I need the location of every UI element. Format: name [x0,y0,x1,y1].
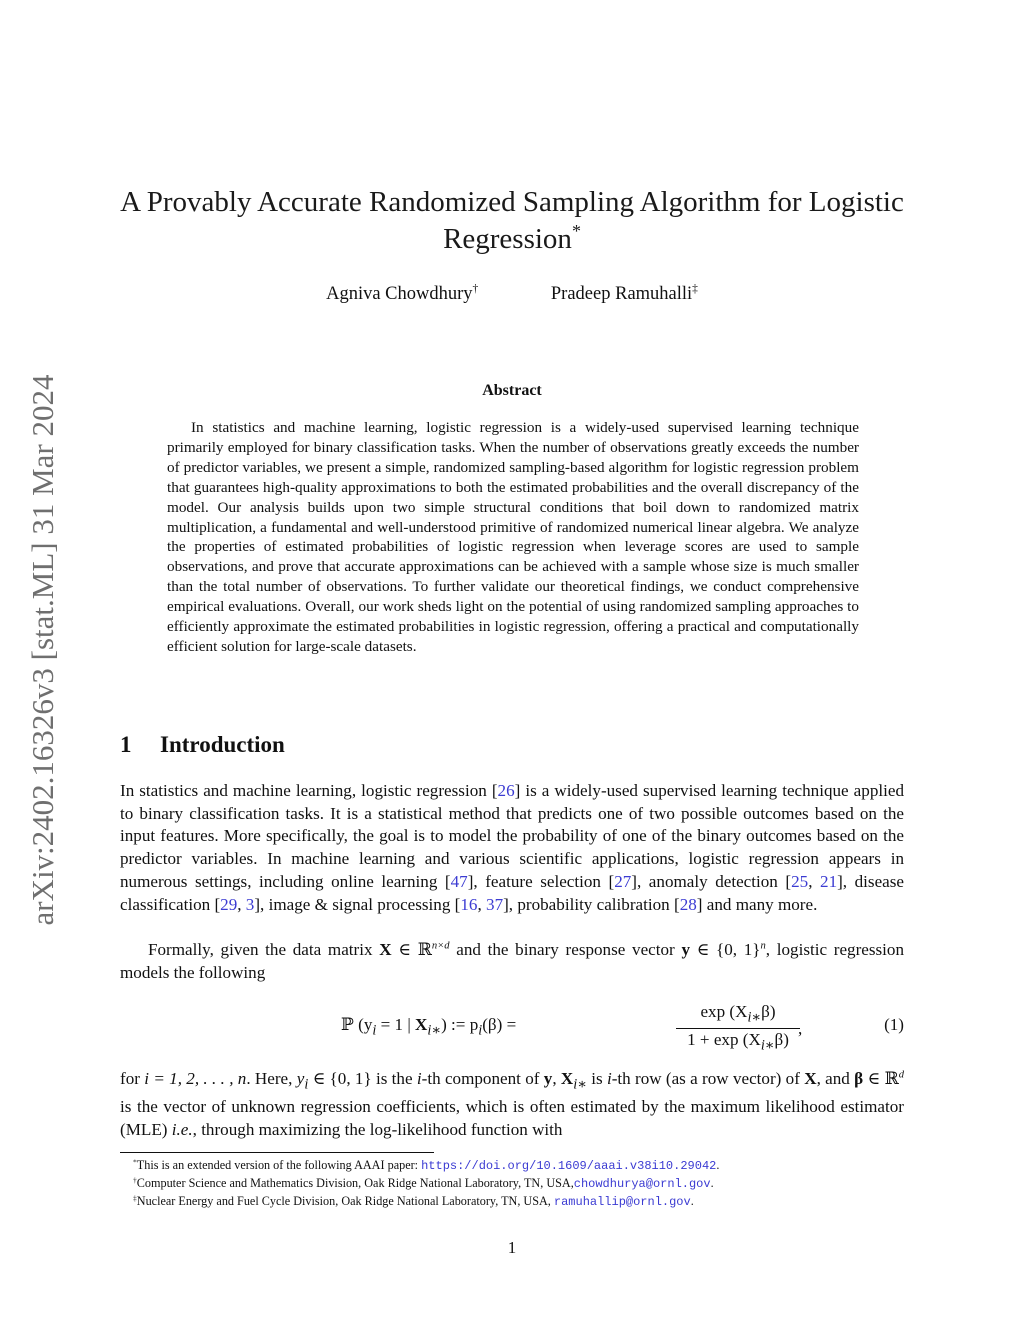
abstract-heading: Abstract [482,382,542,399]
citation-link[interactable]: 25 [791,871,809,891]
citation-link[interactable]: 3 [245,894,255,914]
email-link[interactable]: chowdhurya@ornl.gov [573,1177,711,1191]
equation-numerator: $\exp (X_{i∗}\beta)$ [676,1002,800,1029]
citation-link[interactable]: 21 [820,871,838,891]
citation-link[interactable]: 47 [450,871,468,891]
citation-link[interactable]: 26 [497,781,515,800]
author-1-footnote-mark[interactable]: † [472,283,479,296]
page-number: 1 [507,1238,517,1257]
equation-number: (1) [884,1015,904,1034]
email-link[interactable]: ramuhallip@ornl.gov [553,1195,691,1209]
equation-fraction [676,1002,800,1055]
title-line-1: A Provably Accurate Randomized Sampling Algorithm for Logistic [120,186,904,218]
arxiv-side-stamp: arXiv:2402.16326v3 [stat.ML] 31 Mar 2024 [25,374,60,926]
equation-denominator: $1 + \exp (X_{i∗}\beta)$ [687,1030,789,1054]
intro-paragraph-2: Formally, given the data matrix X ∈ ℝ$^{n\times d}$ and the binary response vector y ∈ {0, 1}$^n$, logistic regression models the following [120,940,905,982]
footnote-3: ‡Nuclear Energy and Fuel Cycle Division, Oak Ridge National Laboratory, TN, USA, ramuhallip@ornl.gov. [133,1193,694,1209]
author-2-footnote-mark[interactable]: ‡ [692,283,698,296]
footnote-divider [120,1152,434,1153]
citation-link[interactable]: 16 [460,894,478,914]
author-1: Agniva Chowdhury† [326,283,479,304]
citation-link[interactable]: 37 [486,894,504,914]
authors [0,284,1024,305]
title-footnote-mark[interactable]: * [571,221,581,242]
footnote-2: †Computer Science and Mathematics Division, Oak Ridge National Laboratory, TN, USA,chowdhurya@ornl.gov. [133,1175,714,1191]
equation-lhs: ℙ ($y_i = 1$ | $X_{i∗}$) := $p_i(\beta)$ = [341,1015,517,1039]
title-line-2: Regression* [443,221,581,255]
citation-link[interactable]: 28 [679,894,697,914]
intro-paragraph-3: for i = 1, 2, . . . , n. Here, $y_i$ ∈ {0, 1} is the i-th component of y, $X_{i∗}$ is i-th row (as a row vector) of X, and β ∈ ℝ$^d$ is the vector of unknown regression coefficients, which is often estimated by the maximum likelihood estimator (MLE) i.e., through maximizing the log-likelihood function with [120,1069,904,1139]
abstract-body: In statistics and machine learning, logistic regression is a widely-used supervised learning technique primarily employed for binary classification tasks. When the number of observations greatly exceeds the number of predictor variables, we present a simple, randomized sampling-based algorithm for logistic regression problem that guarantees high-quality approximations to both the estimated probabilities and the overall discrepancy of the model. Our analysis builds upon two simple structural conditions that boil down to randomized matrix multiplication, a fundamental and well-understood primitive of randomized numerical linear algebra. We analyze the properties of estimated probabilities of logistic regression when leverage scores are used to sample observations, and prove that accurate approximations can be achieved with a sample whose size is much smaller than the total number of observations. To further validate our theoretical findings, we conduct comprehensive empirical evaluations. Overall, our work sheds light on the potential of using randomized sampling approaches to efficiently approximate the estimated probabilities in logistic regression, offering a practical and computationally efficient solution for large-scale datasets. [167,419,859,655]
intro-paragraph-1: In statistics and machine learning, logistic regression [26] is a widely-used supervised learning technique applied to binary classification tasks. It is a statistical method that predicts one of two possible outcomes based on the input features. More specifically, the goal is to model the probability of one of the binary outcomes based on the predictor variables. In machine learning and various scientific applications, logistic regression appears in numerous settings, including online learning [47], feature selection [27], anomaly detection [25, 21], disease classification [29, 3], image & signal processing [16, 37], probability calibration [28] and many more. [120,781,904,914]
citation-link[interactable]: 29 [220,894,238,914]
paper-title [100,184,924,258]
section-heading: 1 Introduction [120,732,285,757]
equation-1: ℙ ($y_i = 1$ | $X_{i∗}$) := $p_i(\beta)$ = $\frac{\exp (X_{i∗}\beta)}{1 + \exp (X_{i∗}\beta)}$ , (1) [341,1002,904,1054]
footnote-1: *This is an extended version of the following AAAI paper: https://doi.org/10.1609/aaai.v38i10.29042. [133,1157,720,1173]
doi-link[interactable]: https://doi.org/10.1609/aaai.v38i10.29042 [421,1159,717,1173]
citation-link[interactable]: 27 [614,871,632,891]
author-2: Pradeep Ramuhalli‡ [550,283,698,304]
